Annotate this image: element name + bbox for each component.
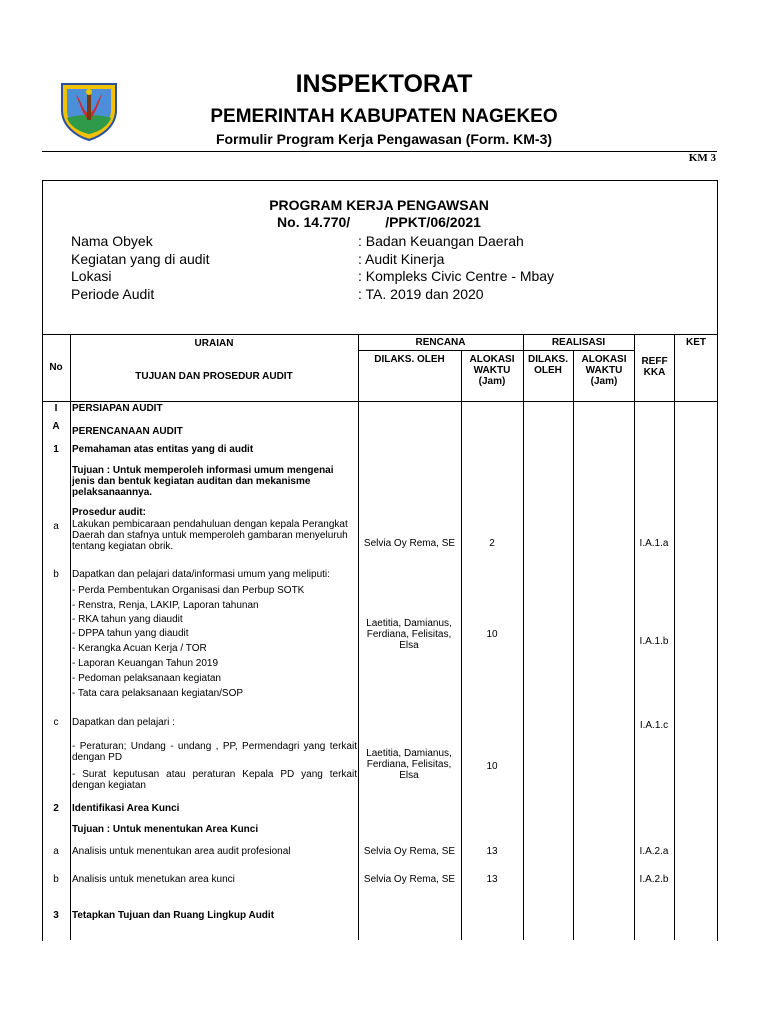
header-alokasi-realisasi: ALOKASI WAKTU (Jam)	[581, 354, 627, 387]
objective-text: Tujuan : Untuk menentukan Area Kunci	[72, 824, 259, 835]
header-no: No	[49, 362, 63, 373]
section-heading: PERSIAPAN AUDIT	[72, 403, 163, 414]
header-realisasi: REALISASI	[551, 337, 606, 348]
row-no: A	[52, 421, 60, 432]
list-item: - DPPA tahun yang diaudit	[72, 628, 189, 639]
row-no: b	[53, 569, 59, 580]
section-heading: PERENCANAAN AUDIT	[72, 426, 183, 437]
header-ket: KET	[686, 337, 706, 348]
executor: Laetitia, Damianus, Ferdiana, Felisitas, Elsa	[366, 748, 452, 781]
time-allocation: 13	[486, 874, 498, 885]
header-dilaks: DILAKS. OLEH	[374, 354, 445, 365]
reff-kka: I.A.1.a	[639, 538, 669, 549]
row-no: I	[54, 403, 58, 414]
row-no: b	[53, 874, 59, 885]
list-item: - Kerangka Acuan Kerja / TOR	[72, 643, 207, 654]
time-allocation: 10	[486, 629, 498, 640]
page-title: INSPEKTORAT	[295, 70, 473, 98]
procedure-label: Prosedur audit:	[72, 507, 146, 518]
list-item: - Tata cara pelaksanaan kegiatan/SOP	[72, 688, 244, 699]
executor: Selvia Oy Rema, SE	[363, 874, 456, 885]
header-bottom-border	[42, 401, 717, 402]
step-heading: Identifikasi Area Kunci	[72, 803, 180, 814]
list-item: - RKA tahun yang diaudit	[72, 614, 183, 625]
col-line	[70, 334, 71, 940]
reff-kka: I.A.2.a	[639, 846, 669, 857]
time-allocation: 2	[489, 538, 495, 549]
program-title: PROGRAM KERJA PENGAWSAN	[269, 197, 489, 213]
col-line	[523, 334, 524, 940]
time-allocation: 10	[486, 761, 498, 772]
procedure-text: Dapatkan dan pelajari data/informasi umum yang meliputi:	[72, 569, 330, 580]
header-divider-line	[358, 350, 634, 351]
program-number: No. 14.770/ /PPKT/06/2021	[277, 214, 481, 230]
row-no: 3	[53, 910, 59, 921]
col-line	[674, 334, 675, 940]
row-no: a	[53, 521, 59, 532]
executor: Selvia Oy Rema, SE	[363, 846, 456, 857]
row-no: 1	[53, 444, 59, 455]
header-dilaks-realisasi: DILAKS. OLEH	[528, 354, 568, 376]
list-item: - Renstra, Renja, LAKIP, Laporan tahunan	[72, 600, 259, 611]
header-divider	[42, 151, 717, 152]
reff-kka: I.A.1.c	[639, 720, 669, 731]
page-subtitle: PEMERINTAH KABUPATEN NAGEKEO	[210, 106, 558, 127]
row-no: a	[53, 846, 59, 857]
row-no: c	[53, 717, 59, 728]
reff-kka: I.A.1.b	[639, 636, 669, 647]
row-no: 2	[53, 803, 59, 814]
info-label: Periode Audit	[71, 286, 155, 302]
list-item: - Peraturan; Undang - undang , PP, Permendagri yang terkait dengan PD	[72, 741, 357, 763]
info-label: Nama Obyek	[71, 233, 153, 249]
header-alokasi: ALOKASI WAKTU (Jam)	[469, 354, 515, 387]
procedure-text: Analisis untuk menetukan area kunci	[72, 874, 235, 885]
form-code: KM 3	[688, 152, 716, 164]
executor: Selvia Oy Rema, SE	[363, 538, 456, 549]
info-value: : TA. 2019 dan 2020	[358, 286, 484, 302]
form-name: Formulir Program Kerja Pengawasan (Form. KM-3)	[215, 131, 553, 147]
time-allocation: 13	[486, 846, 498, 857]
procedure-text: Lakukan pembicaraan pendahuluan dengan kepala Perangkat Daerah dan stafnya untuk memperoleh gambaran menyeluruh tentang kegiatan obrik.	[72, 519, 348, 552]
header-reff: REFF KKA	[641, 356, 668, 378]
table-top-border	[42, 334, 717, 335]
procedure-text: Dapatkan dan pelajari :	[72, 717, 175, 728]
info-label: Kegiatan yang di audit	[71, 251, 210, 267]
procedure-text: Analisis untuk menentukan area audit profesional	[72, 846, 291, 857]
list-item: - Perda Pembentukan Organisasi dan Perbup SOTK	[72, 585, 305, 596]
header-tujuan: TUJUAN DAN PROSEDUR AUDIT	[135, 371, 293, 382]
list-item: - Pedoman pelaksanaan kegiatan	[72, 673, 221, 684]
list-item: - Laporan Keuangan Tahun 2019	[72, 658, 219, 669]
header-uraian: URAIAN	[194, 338, 234, 349]
step-heading: Tetapkan Tujuan dan Ruang Lingkup Audit	[72, 910, 275, 921]
info-value: : Audit Kinerja	[358, 251, 445, 267]
list-item: - Surat keputusan atau peraturan Kepala PD yang terkait dengan kegiatan	[72, 769, 357, 791]
reff-kka: I.A.2.b	[639, 874, 669, 885]
header-rencana: RENCANA	[415, 337, 466, 348]
info-value: : Badan Keuangan Daerah	[358, 233, 524, 249]
info-value: : Kompleks Civic Centre - Mbay	[358, 268, 555, 284]
col-line	[573, 350, 574, 940]
step-heading: Pemahaman atas entitas yang di audit	[72, 444, 254, 455]
objective-text: Tujuan : Untuk memperoleh informasi umum mengenai jenis dan bentuk kegiatan auditan dan mekanisme pelaksanaannya.	[72, 465, 334, 498]
info-label: Lokasi	[71, 268, 112, 284]
executor: Laetitia, Damianus, Ferdiana, Felisitas, Elsa	[366, 618, 452, 651]
